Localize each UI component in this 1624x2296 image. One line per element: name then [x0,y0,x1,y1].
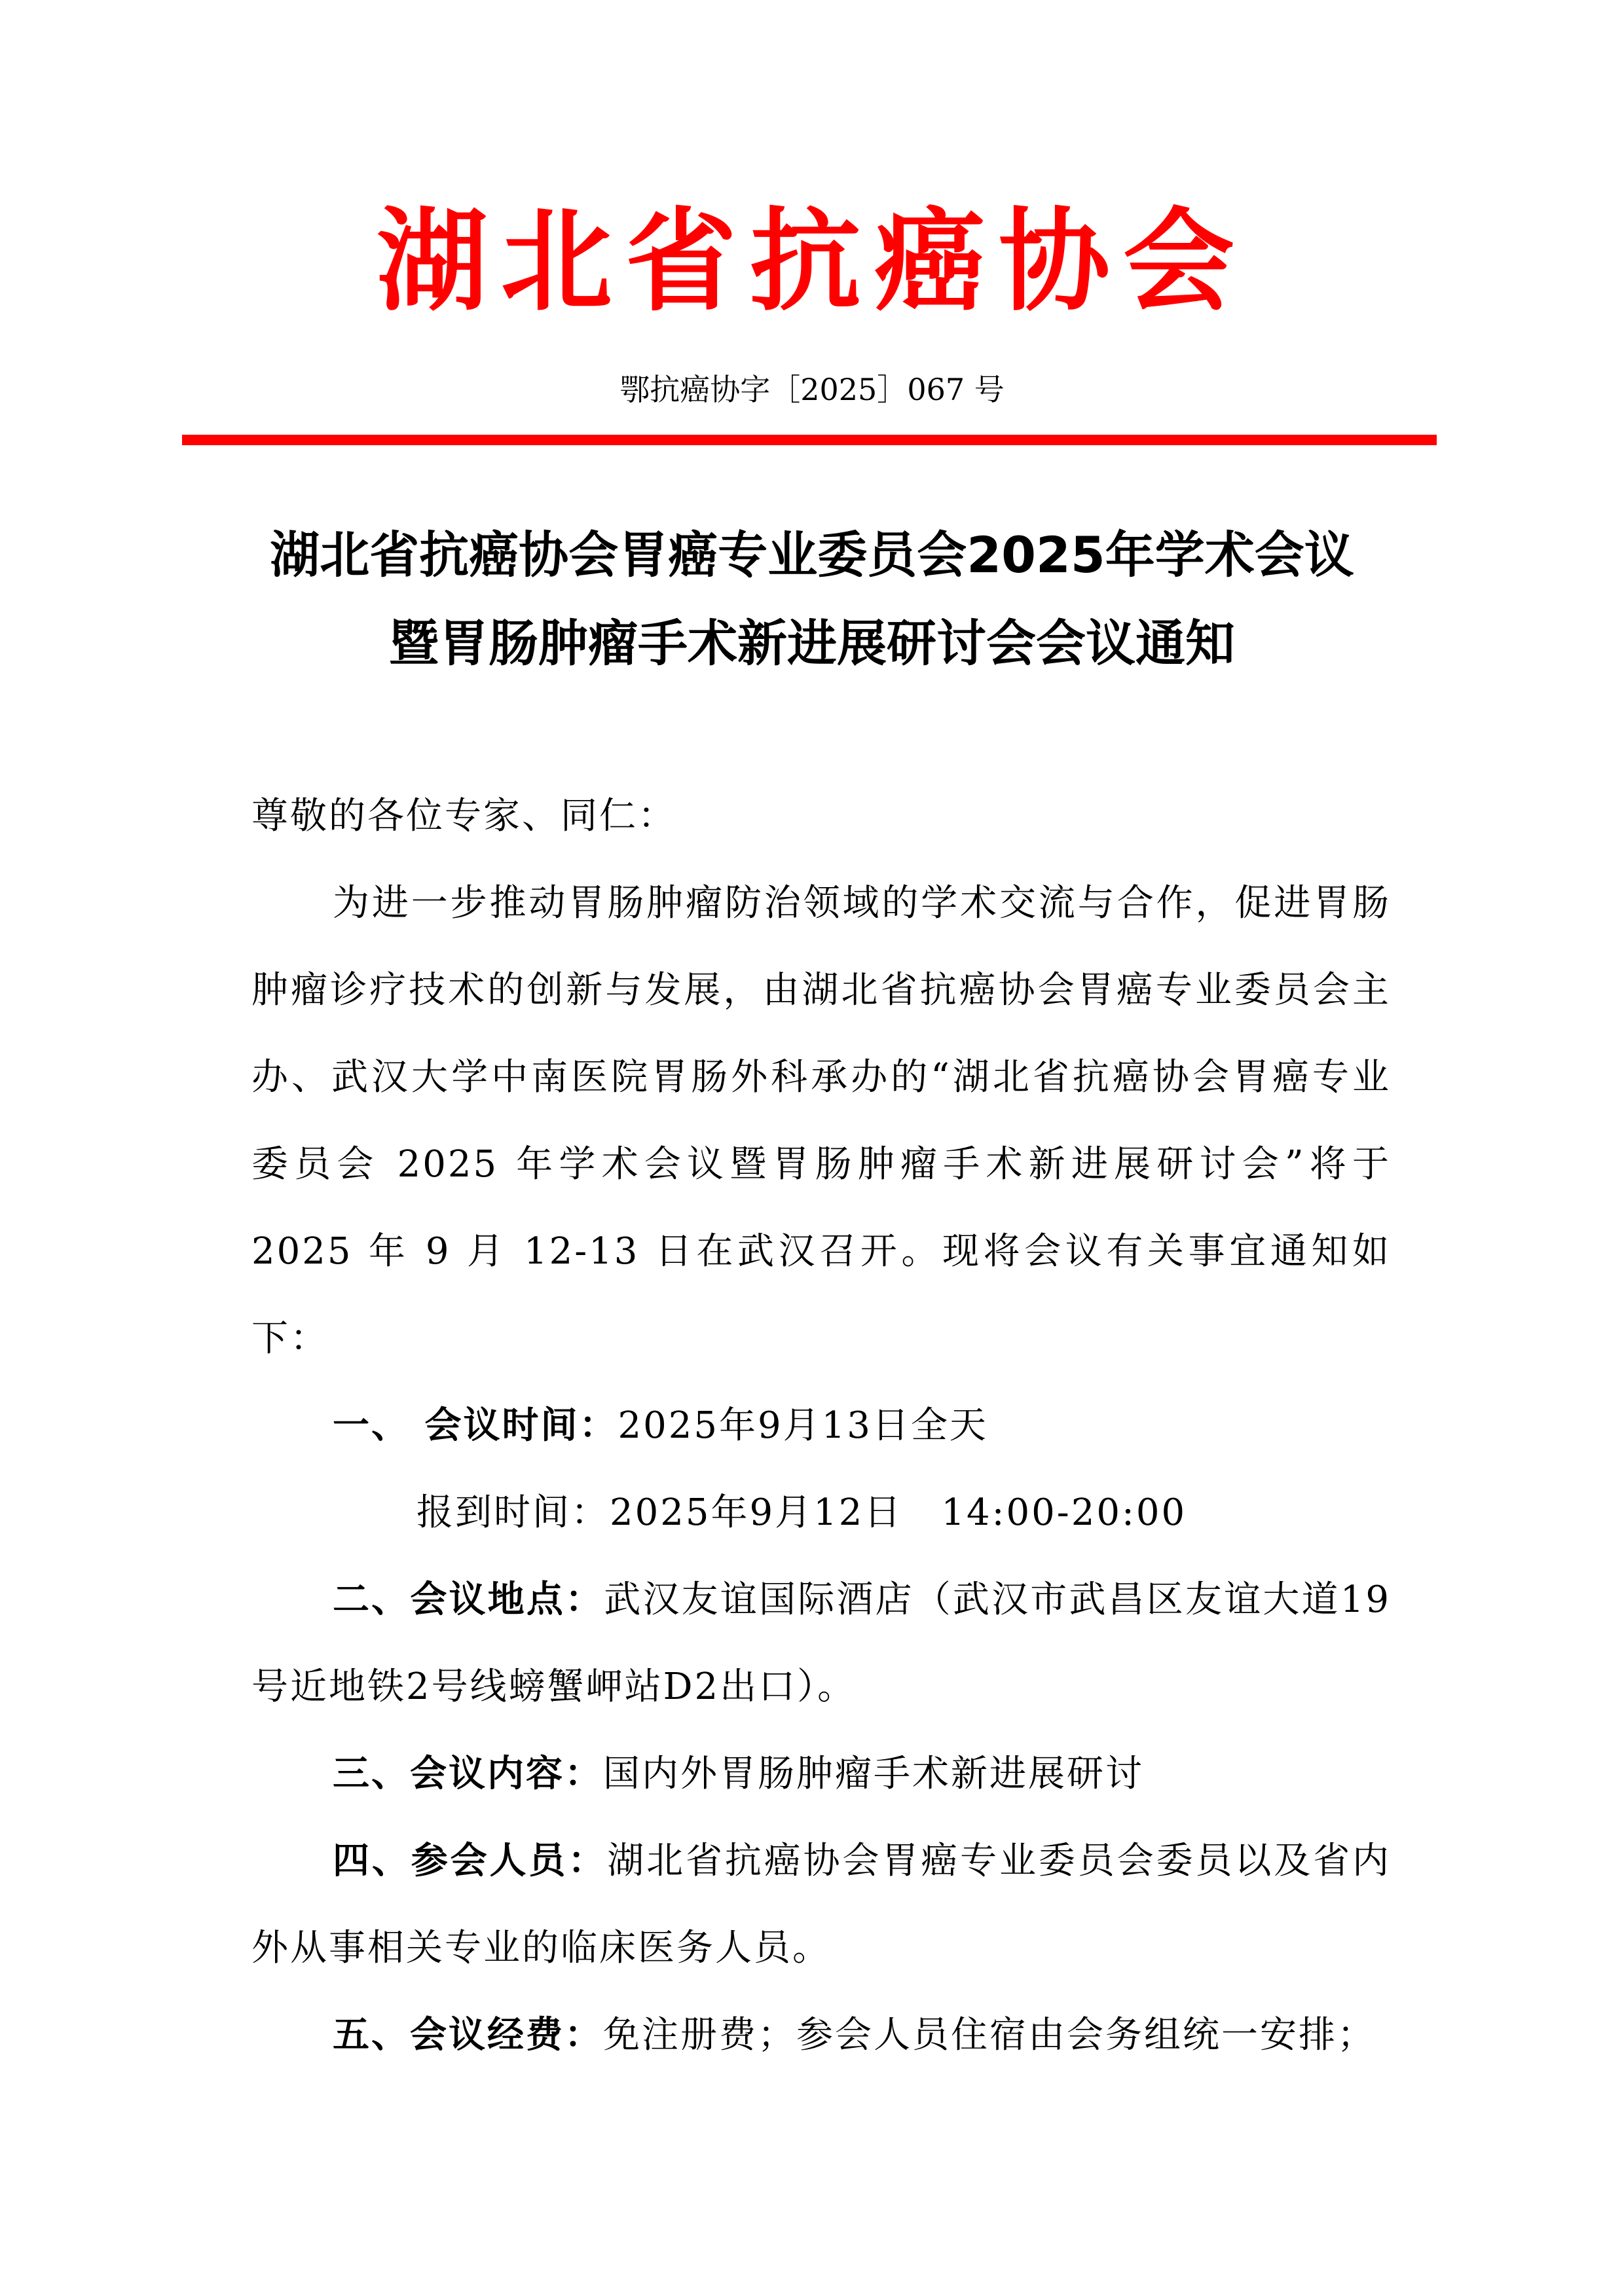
item-text: 2025年9月13日全天 [618,1404,988,1447]
item-meeting-fees [251,1992,1391,2079]
item-meeting-venue [251,1556,1391,1730]
item-participants [251,1817,1391,1992]
notice-body [251,773,1391,2079]
document-title-line-2: 暨胃肠肿瘤手术新进展研讨会会议通知 [389,614,1235,672]
organization-header: 湖北省抗癌协会 [376,197,1247,327]
item-heading: 一、 会议时间： [333,1404,618,1447]
item-heading: 四、参会人员： [333,1840,608,1882]
item-text: 武汉友谊国际酒店（武汉市武昌区友谊大道19号近地铁2号线螃蟹岬站D2出口）。 [251,1578,1391,1708]
item-heading: 二、会议地点： [333,1578,604,1621]
document-title-line-1: 湖北省抗癌协会胃癌专业委员会2025年学术会议 [270,526,1354,584]
document-title [0,511,1624,687]
item-heading: 三、会议内容： [333,1753,603,1795]
registration-time: 报到时间：2025年9月12日 14:00-20:00 [416,1491,1187,1534]
item-heading: 五、会议经费： [333,2014,603,2056]
intro-paragraph: 为进一步推动胃肠肿瘤防治领域的学术交流与合作，促进胃肠肿瘤诊疗技术的创新与发展，由湖北省抗癌协会胃癌专业委员会主办、武汉大学中南医院胃肠外科承办的“湖北省抗癌协会胃癌专业委员会 2025 年学术会议暨胃肠肿瘤手术新进展研讨会”将于 2025 年 9 月 12-13 日在武汉召开。现将会议有关事宜通知如下： [251,882,1391,1360]
salutation: 尊敬的各位专家、同仁： [251,795,676,837]
item-text: 免注册费；参会人员住宿由会务组统一安排； [603,2014,1376,2056]
item-meeting-content [251,1730,1391,1817]
item-text: 国内外胃肠肿瘤手术新进展研讨 [603,1753,1144,1795]
item-meeting-time [251,1382,1391,1469]
item-text: 湖北省抗癌协会胃癌专业委员会委员以及省内外从事相关专业的临床医务人员。 [251,1840,1392,1969]
document-number: 鄂抗癌协字［2025］067 号 [619,372,1005,407]
red-divider-line [182,435,1437,445]
